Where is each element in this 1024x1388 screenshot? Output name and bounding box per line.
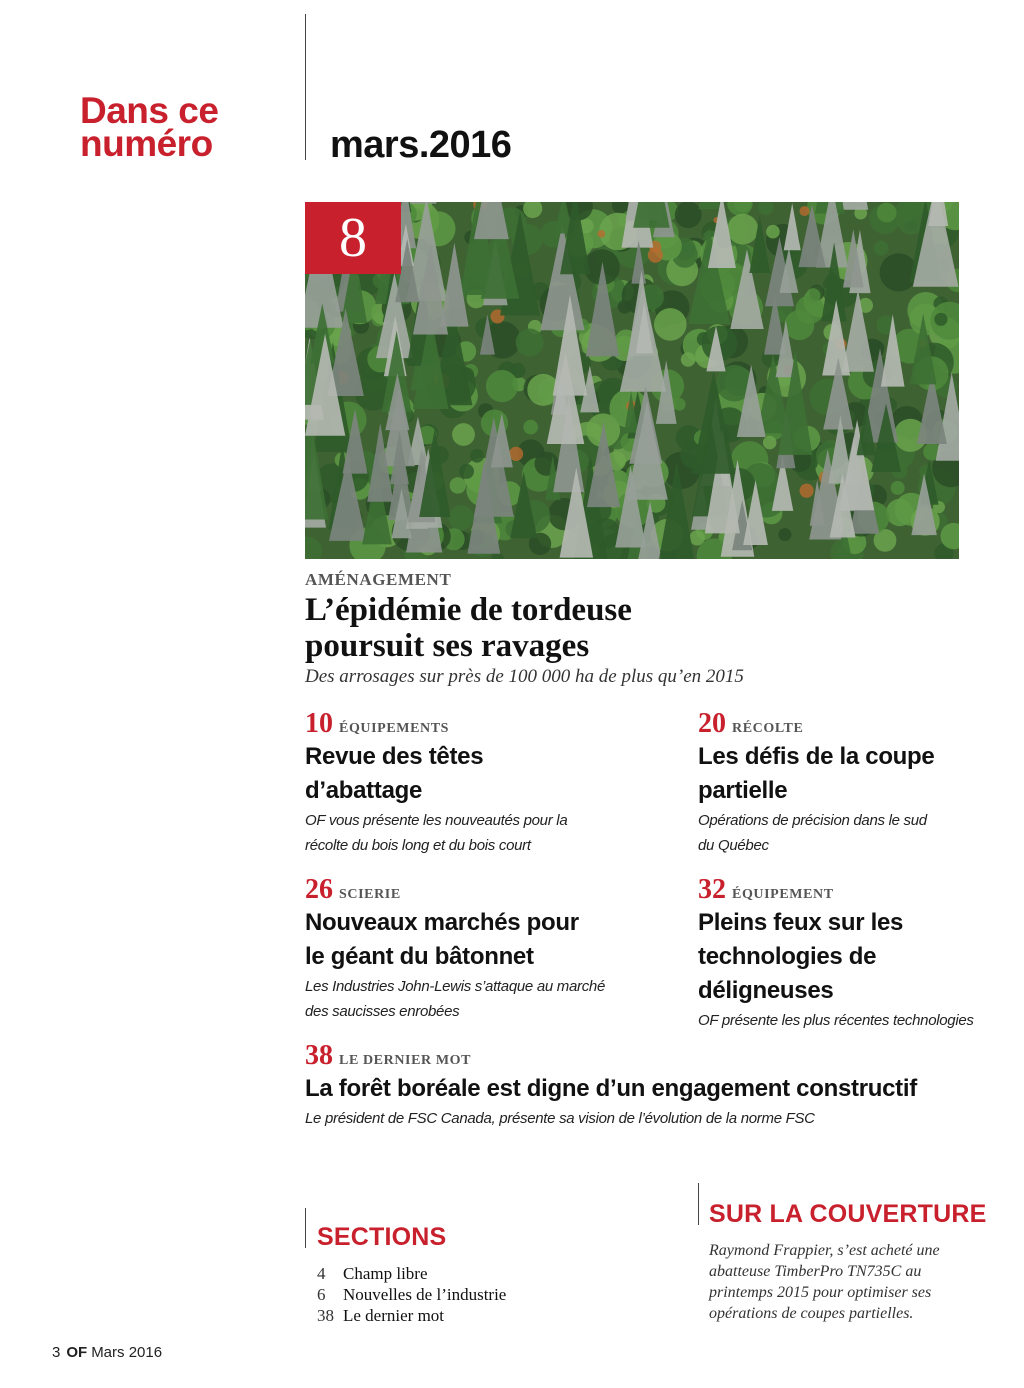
article-title-line: d’abattage <box>305 777 423 804</box>
footer-issue: Mars 2016 <box>91 1344 163 1361</box>
toc-heading-line1: Dans ce <box>80 90 219 131</box>
article-20[interactable] <box>698 708 998 858</box>
article-title-line: Revue des têtes <box>305 743 484 770</box>
article-kicker: SCIERIE <box>339 887 401 902</box>
article-page-number: 32 <box>698 874 726 905</box>
cover-divider <box>698 1183 699 1225</box>
article-title <box>305 906 665 974</box>
sections-item-page: 4 <box>317 1264 326 1283</box>
sections-item-label: Nouvelles de l’industrie <box>343 1285 507 1304</box>
sections-item-label: Le dernier mot <box>343 1306 445 1325</box>
article-26[interactable] <box>305 874 665 1024</box>
feature-kicker: AMÉNAGEMENT <box>305 570 452 589</box>
sections-divider <box>305 1208 306 1248</box>
article-deck-line: Les Industries John-Lewis s’attaque au marché <box>305 978 606 995</box>
article-kicker: RÉCOLTE <box>732 721 804 736</box>
feature-title-line: L’épidémie de tordeuse <box>305 592 632 628</box>
sections-title: SECTIONS <box>317 1223 447 1251</box>
cover-text-line: printemps 2015 pour optimiser ses <box>709 1284 932 1301</box>
article-title <box>698 906 998 1008</box>
sections-item-label: Champ libre <box>343 1264 428 1283</box>
footer-brand: OF <box>66 1344 88 1361</box>
article-deck <box>305 974 665 1024</box>
article-title-line: technologies de <box>698 943 877 970</box>
cover-text <box>709 1240 1009 1324</box>
article-deck <box>305 1106 1005 1131</box>
feature-deck: Des arrosages sur près de 100 000 ha de plus qu’en 2015 <box>305 666 744 687</box>
article-title-line: Les défis de la coupe <box>698 743 935 770</box>
article-deck <box>698 1008 998 1033</box>
toc-heading-line2: numéro <box>80 123 213 164</box>
header-divider <box>305 14 306 160</box>
article-title-line: partielle <box>698 777 788 804</box>
sections-item[interactable] <box>317 1284 506 1305</box>
article-title-line: La forêt boréale est digne d’un engagement constructif <box>305 1075 917 1102</box>
sections-item-page: 38 <box>317 1306 334 1325</box>
article-deck-line: Opérations de précision dans le sud <box>698 812 927 829</box>
article-title-line: Nouveaux marchés pour <box>305 909 579 936</box>
article-deck-line: récolte du bois long et du bois court <box>305 837 531 854</box>
article-deck <box>698 808 998 858</box>
sections-item-page: 6 <box>317 1285 326 1304</box>
forest-aerial-photo <box>305 202 959 559</box>
issue-date: mars.2016 <box>330 124 512 166</box>
article-page-number: 10 <box>305 708 333 739</box>
article-deck-line: OF vous présente les nouveautés pour la <box>305 812 568 829</box>
sections-item[interactable] <box>317 1263 506 1284</box>
footer-page-number: 3 <box>52 1344 61 1361</box>
toc-heading <box>80 90 290 164</box>
article-deck-line: des saucisses enrobées <box>305 1003 460 1020</box>
article-kicker: ÉQUIPEMENT <box>732 887 834 902</box>
article-title <box>305 1072 1005 1106</box>
article-title <box>698 740 998 808</box>
article-deck-line: du Québec <box>698 837 769 854</box>
article-32[interactable] <box>698 874 998 1033</box>
article-page-number: 20 <box>698 708 726 739</box>
cover-text-line: abatteuse TimberPro TN735C au <box>709 1263 922 1280</box>
sections-item[interactable] <box>317 1305 506 1326</box>
sections-list <box>317 1263 506 1326</box>
article-title-line: déligneuses <box>698 977 834 1004</box>
article-kicker: ÉQUIPEMENTS <box>339 721 450 736</box>
feature-title-line: poursuit ses ravages <box>305 628 590 664</box>
article-page-number: 38 <box>305 1040 333 1071</box>
article-title-line: le géant du bâtonnet <box>305 943 534 970</box>
article-deck-line: Le président de FSC Canada, présente sa vision de l’évolution de la norme FSC <box>305 1110 815 1127</box>
cover-text-line: opérations de coupes partielles. <box>709 1305 914 1322</box>
article-deck-line: OF présente les plus récentes technologies <box>698 1012 974 1029</box>
feature-page-badge[interactable]: 8 <box>305 202 401 274</box>
article-title <box>305 740 645 808</box>
page-footer <box>52 1344 162 1361</box>
article-kicker: LE DERNIER MOT <box>339 1053 472 1068</box>
feature-title[interactable] <box>305 592 905 664</box>
article-page-number: 26 <box>305 874 333 905</box>
cover-text-line: Raymond Frappier, s’est acheté une <box>709 1242 940 1259</box>
article-title-line: Pleins feux sur les <box>698 909 904 936</box>
cover-title: SUR LA COUVERTURE <box>709 1200 987 1228</box>
article-10[interactable] <box>305 708 645 858</box>
article-deck <box>305 808 645 858</box>
article-38[interactable] <box>305 1040 1005 1131</box>
